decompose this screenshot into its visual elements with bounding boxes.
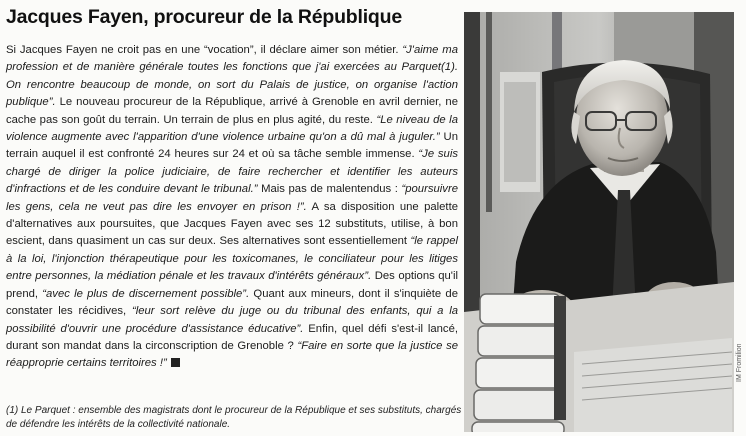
text-segment: A sa disposition une palette d'alternatives aux poursuites, que Jacques Fayen avec ses 12 substituts, utilise, à bon escient, dans quasiment un cas sur deux. Ses alternatives sont essentiellement: [6, 200, 458, 248]
quote-segment: “le rappel à la loi, l'injonction thérapeutique pour les toxicomanes, le conciliateur pour les litiges entre personnes, la médiation pénale et les travaux d'intérêts généraux”.: [6, 235, 458, 283]
quote-segment: “avec le plus de discernement possible”.: [42, 287, 250, 300]
quote-segment: “Le niveau de la violence augmente avec l'apparition d'une violence urbaine qu'on a dû mal à juguler.”: [6, 113, 458, 144]
quote-segment: “leur sort relève du juge ou du tribunal des enfants, qui a la possibilité d'ouvrir une procédure d'assistance éducative”.: [6, 305, 459, 335]
article-footnote: (1) Le Parquet : ensemble des magistrats dont le procureur de la République et ses substituts, chargés de défendre les intérêts de la collectivité nationale.: [6, 405, 462, 430]
photo-credit: IM Fromilion: [736, 343, 743, 382]
text-segment: Un terrain auquel il est confronté 24 heures sur 24 et où sa tâche semble immense.: [6, 131, 458, 161]
quote-segment: “Je suis chargé de diriger la police judiciaire, de faire rechercher et identifier les auteurs d'infractions et de les conduire devant le tribunal.”: [6, 148, 458, 196]
article-headline: Jacques Fayen, procureur de la République: [6, 6, 402, 28]
text-segment: Enfin, quel défi s'est-il lancé, durant son mandat dans la circonscription de Grenoble ?: [6, 322, 458, 352]
text-segment: Mais pas de malentendus :: [257, 183, 402, 196]
text-segment: Des options qu'il prend,: [6, 270, 458, 300]
end-of-article-mark: [171, 358, 180, 367]
quote-segment: “poursuivre les gens, cela ne veut pas dire les envoyer en prison !”.: [6, 183, 458, 213]
text-segment: Quant aux mineurs, dont il s'inquiète de constater les récidives,: [6, 287, 458, 318]
text-segment: Le nouveau procureur de la République, arrivé à Grenoble en avril dernier, ne cache pas son goût du terrain. Un terrain de plus en plus agité, du reste.: [6, 96, 458, 126]
portrait-photo: [464, 12, 734, 432]
text-segment: Si Jacques Fayen ne croit pas en une “vocation”, il déclare aimer son métier.: [6, 44, 403, 56]
quote-segment: “Faire en sorte que la justice se réapproprie certains territoires !”: [6, 339, 459, 370]
quote-segment: “J'aime ma profession et de manière générale toutes les fonctions que j'ai exercées au Parquet(1). On rencontre beaucoup de monde, on sort du Palais de justice, on organise l'action publique”.: [6, 44, 459, 109]
article-body: [6, 42, 458, 373]
